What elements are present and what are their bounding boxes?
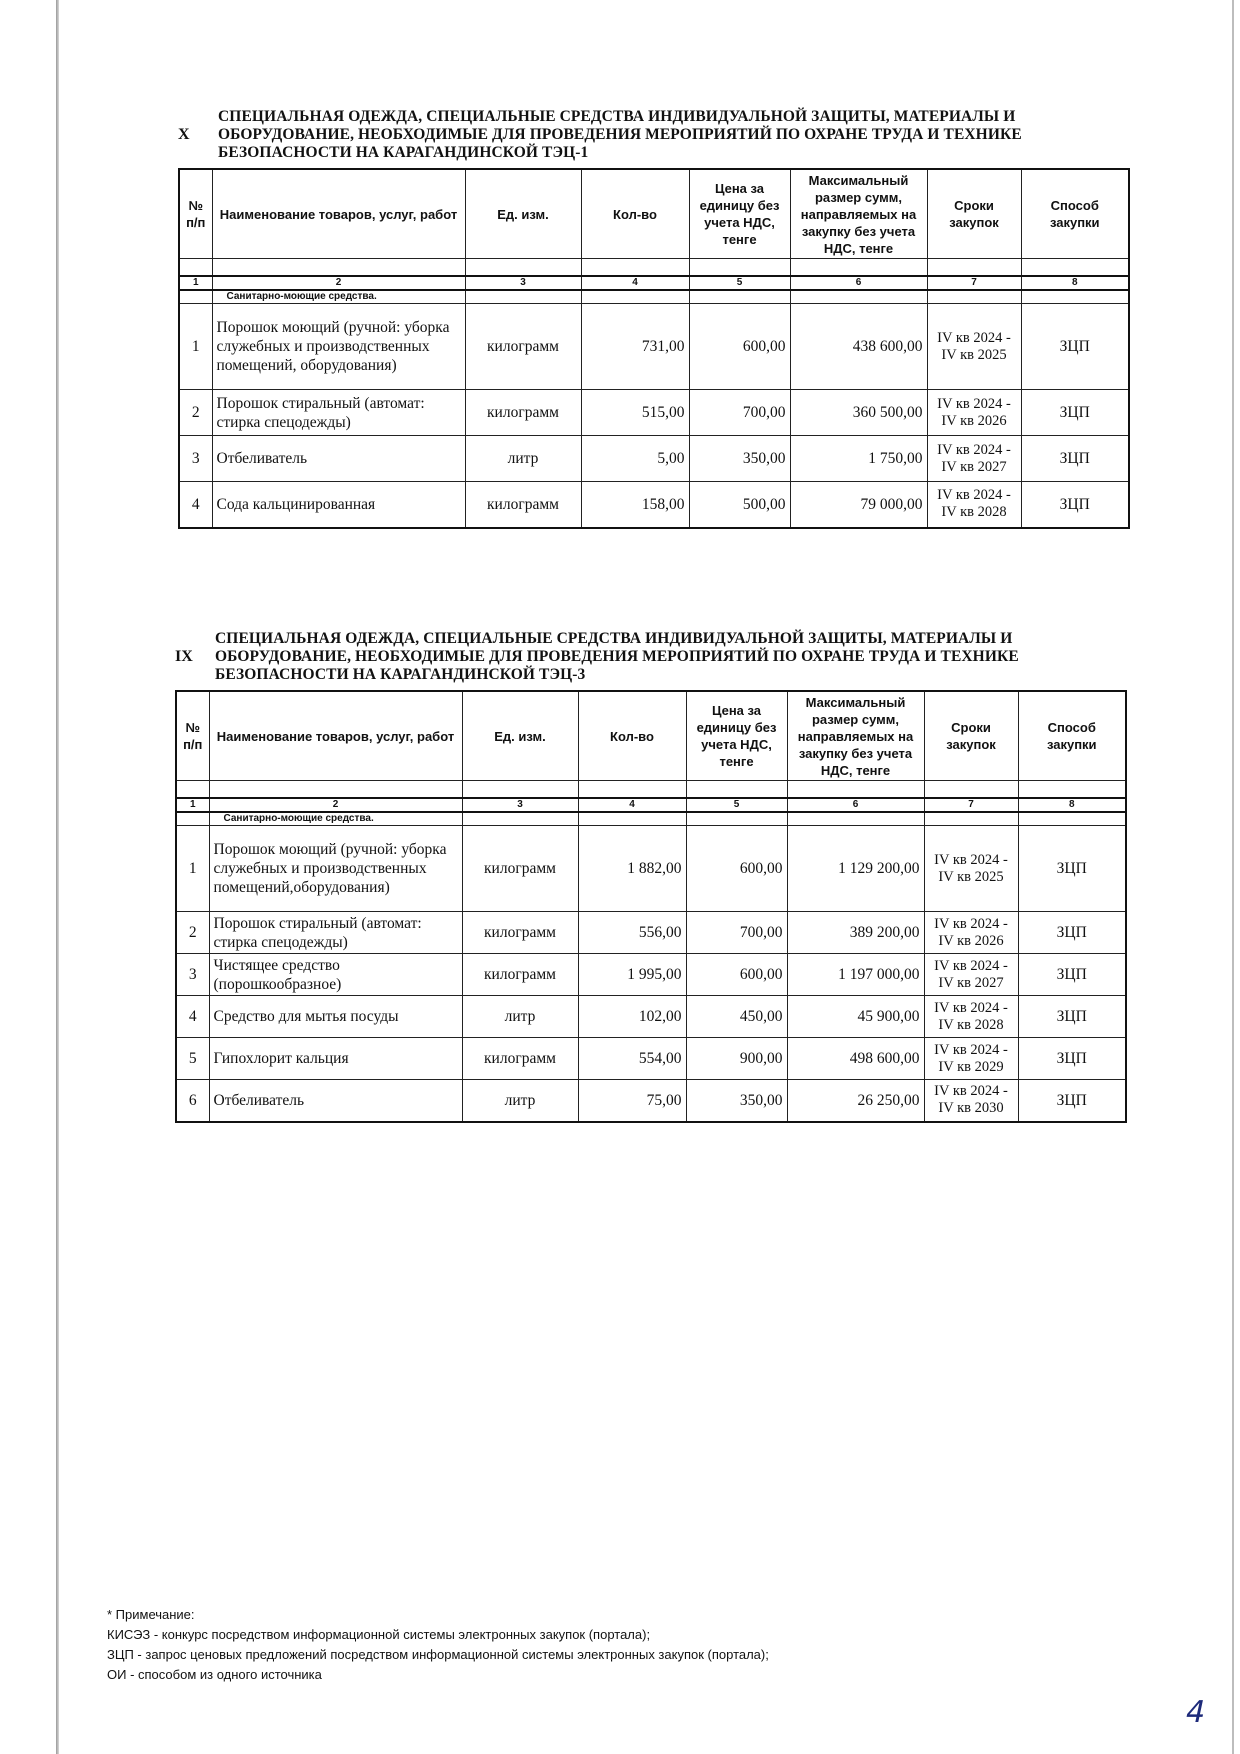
col-header-sum: Максимальный размер сумм, направляемых на закупку без учета НДС, тенге <box>787 691 924 781</box>
col-header-n: № п/п <box>176 691 209 781</box>
cell-qty: 5,00 <box>581 436 689 482</box>
cell-unit: килограмм <box>462 826 578 912</box>
footnote-line: ЗЦП - запрос ценовых предложений посредством информационной системы электронных закупок (портала); <box>107 1647 769 1662</box>
col-number: 3 <box>465 276 581 290</box>
section-number: IX <box>175 648 193 665</box>
cell-n: 1 <box>179 304 212 390</box>
cell-method: ЗЦП <box>1018 826 1126 912</box>
cell-sum: 498 600,00 <box>787 1038 924 1080</box>
cell-unit: килограмм <box>462 912 578 954</box>
section-title: СПЕЦИАЛЬНАЯ ОДЕЖДА, СПЕЦИАЛЬНЫЕ СРЕДСТВА ИНДИВИДУАЛЬНОЙ ЗАЩИТЫ, МАТЕРИАЛЫ И ОБОРУДОВАНИЕ, НЕОБХОДИМЫЕ ДЛЯ ПРОВЕДЕНИЯ МЕРОПРИЯТИЙ ПО ОХРАНЕ ТРУДА И ТЕХНИКЕ БЕЗОПАСНОСТИ НА КАРАГАНДИНСКОЙ ТЭЦ-3 <box>215 630 1019 683</box>
group-row <box>179 290 1129 304</box>
cell-qty: 102,00 <box>578 996 686 1038</box>
cell-term: IV кв 2024 - IV кв 2028 <box>927 482 1021 528</box>
cell-method: ЗЦП <box>1021 390 1129 436</box>
header-row <box>179 169 1129 259</box>
col-header-price: Цена за единицу без учета НДС, тенге <box>689 169 790 259</box>
col-header-term: Сроки закупок <box>924 691 1018 781</box>
table-row <box>179 304 1129 390</box>
col-number: 7 <box>924 798 1018 812</box>
column-number-row <box>176 798 1126 812</box>
table-row <box>179 390 1129 436</box>
cell-qty: 554,00 <box>578 1038 686 1080</box>
cell-n: 5 <box>176 1038 209 1080</box>
cell-term: IV кв 2024 - IV кв 2028 <box>924 996 1018 1038</box>
col-number: 6 <box>787 798 924 812</box>
col-number: 7 <box>927 276 1021 290</box>
cell-term: IV кв 2024 - IV кв 2030 <box>924 1080 1018 1122</box>
cell-term: IV кв 2024 - IV кв 2025 <box>927 304 1021 390</box>
cell-term: IV кв 2024 - IV кв 2026 <box>924 912 1018 954</box>
cell-method: ЗЦП <box>1021 436 1129 482</box>
cell-method: ЗЦП <box>1018 954 1126 996</box>
handwritten-page-number: 4 <box>1182 1695 1209 1730</box>
header-spacer-row <box>179 259 1129 277</box>
cell-sum: 26 250,00 <box>787 1080 924 1122</box>
cell-price: 600,00 <box>686 954 787 996</box>
footnote <box>107 1605 769 1685</box>
cell-price: 500,00 <box>689 482 790 528</box>
cell-n: 1 <box>176 826 209 912</box>
cell-name: Средство для мытья посуды <box>209 996 462 1038</box>
cell-n: 3 <box>176 954 209 996</box>
cell-unit: литр <box>465 436 581 482</box>
scan-edge-left <box>56 0 59 1754</box>
col-header-n: № п/п <box>179 169 212 259</box>
section-title: СПЕЦИАЛЬНАЯ ОДЕЖДА, СПЕЦИАЛЬНЫЕ СРЕДСТВА ИНДИВИДУАЛЬНОЙ ЗАЩИТЫ, МАТЕРИАЛЫ И ОБОРУДОВАНИЕ, НЕОБХОДИМЫЕ ДЛЯ ПРОВЕДЕНИЯ МЕРОПРИЯТИЙ ПО ОХРАНЕ ТРУДА И ТЕХНИКЕ БЕЗОПАСНОСТИ НА КАРАГАНДИНСКОЙ ТЭЦ-1 <box>218 108 1022 161</box>
header-row <box>176 691 1126 781</box>
cell-qty: 1 882,00 <box>578 826 686 912</box>
col-header-method: Способ закупки <box>1018 691 1126 781</box>
col-number: 2 <box>212 276 465 290</box>
cell-unit: килограмм <box>465 304 581 390</box>
section-number: X <box>178 126 190 143</box>
cell-qty: 1 995,00 <box>578 954 686 996</box>
cell-unit: килограмм <box>462 954 578 996</box>
col-number: 1 <box>176 798 209 812</box>
cell-name: Порошок стиральный (автомат: стирка спецодежды) <box>212 390 465 436</box>
cell-n: 4 <box>176 996 209 1038</box>
table-row <box>176 996 1126 1038</box>
column-number-row <box>179 276 1129 290</box>
cell-sum: 1 129 200,00 <box>787 826 924 912</box>
col-header-qty: Кол-во <box>581 169 689 259</box>
section-tec3 <box>175 630 1125 1123</box>
cell-method: ЗЦП <box>1018 912 1126 954</box>
col-header-qty: Кол-во <box>578 691 686 781</box>
procurement-table <box>178 168 1130 529</box>
cell-unit: литр <box>462 996 578 1038</box>
footnote-line: КИСЭЗ - конкурс посредством информационной системы электронных закупок (портала); <box>107 1627 651 1642</box>
cell-sum: 79 000,00 <box>790 482 927 528</box>
group-title: Санитарно-моющие средства. <box>212 290 465 304</box>
section-tec1 <box>178 108 1128 529</box>
cell-term: IV кв 2024 - IV кв 2027 <box>927 436 1021 482</box>
cell-price: 350,00 <box>689 436 790 482</box>
cell-price: 350,00 <box>686 1080 787 1122</box>
cell-name: Отбеливатель <box>212 436 465 482</box>
cell-qty: 731,00 <box>581 304 689 390</box>
cell-price: 700,00 <box>689 390 790 436</box>
col-header-unit: Ед. изм. <box>462 691 578 781</box>
group-row <box>176 812 1126 826</box>
col-number: 8 <box>1021 276 1129 290</box>
col-number: 8 <box>1018 798 1126 812</box>
col-header-method: Способ закупки <box>1021 169 1129 259</box>
cell-n: 2 <box>176 912 209 954</box>
col-header-price: Цена за единицу без учета НДС, тенге <box>686 691 787 781</box>
cell-qty: 158,00 <box>581 482 689 528</box>
cell-qty: 515,00 <box>581 390 689 436</box>
col-number: 6 <box>790 276 927 290</box>
cell-method: ЗЦП <box>1018 1080 1126 1122</box>
cell-term: IV кв 2024 - IV кв 2027 <box>924 954 1018 996</box>
table-row <box>176 826 1126 912</box>
cell-name: Отбеливатель <box>209 1080 462 1122</box>
cell-sum: 1 197 000,00 <box>787 954 924 996</box>
table-row <box>176 1038 1126 1080</box>
col-header-unit: Ед. изм. <box>465 169 581 259</box>
table-row <box>176 912 1126 954</box>
cell-price: 700,00 <box>686 912 787 954</box>
cell-name: Порошок стиральный (автомат: стирка спецодежды) <box>209 912 462 954</box>
table-row <box>176 954 1126 996</box>
col-number: 3 <box>462 798 578 812</box>
cell-price: 600,00 <box>686 826 787 912</box>
cell-method: ЗЦП <box>1018 996 1126 1038</box>
cell-unit: килограмм <box>465 482 581 528</box>
col-header-name: Наименование товаров, услуг, работ <box>212 169 465 259</box>
group-title: Санитарно-моющие средства. <box>209 812 462 826</box>
col-header-term: Сроки закупок <box>927 169 1021 259</box>
cell-term: IV кв 2024 - IV кв 2025 <box>924 826 1018 912</box>
cell-sum: 1 750,00 <box>790 436 927 482</box>
cell-sum: 45 900,00 <box>787 996 924 1038</box>
col-number: 4 <box>578 798 686 812</box>
cell-unit: килограмм <box>462 1038 578 1080</box>
cell-sum: 438 600,00 <box>790 304 927 390</box>
cell-unit: килограмм <box>465 390 581 436</box>
header-spacer-row <box>176 781 1126 799</box>
col-number: 5 <box>686 798 787 812</box>
cell-name: Порошок моющий (ручной: уборка служебных и производственных помещений,оборудования) <box>209 826 462 912</box>
cell-method: ЗЦП <box>1021 482 1129 528</box>
footnote-title: * Примечание: <box>107 1607 195 1622</box>
footnote-line: ОИ - способом из одного источника <box>107 1667 322 1682</box>
cell-name: Чистящее средство (порошкообразное) <box>209 954 462 996</box>
section-heading <box>178 108 1128 162</box>
cell-name: Гипохлорит кальция <box>209 1038 462 1080</box>
cell-name: Порошок моющий (ручной: уборка служебных и производственных помещений, оборудования) <box>212 304 465 390</box>
cell-n: 4 <box>179 482 212 528</box>
cell-qty: 556,00 <box>578 912 686 954</box>
col-header-name: Наименование товаров, услуг, работ <box>209 691 462 781</box>
cell-term: IV кв 2024 - IV кв 2026 <box>927 390 1021 436</box>
cell-unit: литр <box>462 1080 578 1122</box>
scan-edge-right <box>1232 0 1234 1754</box>
table-row <box>179 436 1129 482</box>
cell-n: 2 <box>179 390 212 436</box>
col-number: 2 <box>209 798 462 812</box>
cell-sum: 389 200,00 <box>787 912 924 954</box>
col-header-sum: Максимальный размер сумм, направляемых на закупку без учета НДС, тенге <box>790 169 927 259</box>
cell-term: IV кв 2024 - IV кв 2029 <box>924 1038 1018 1080</box>
col-number: 5 <box>689 276 790 290</box>
cell-name: Сода кальцинированная <box>212 482 465 528</box>
cell-method: ЗЦП <box>1021 304 1129 390</box>
cell-qty: 75,00 <box>578 1080 686 1122</box>
cell-n: 3 <box>179 436 212 482</box>
col-number: 1 <box>179 276 212 290</box>
cell-price: 900,00 <box>686 1038 787 1080</box>
cell-method: ЗЦП <box>1018 1038 1126 1080</box>
cell-sum: 360 500,00 <box>790 390 927 436</box>
cell-n: 6 <box>176 1080 209 1122</box>
procurement-table <box>175 690 1127 1123</box>
table-row <box>176 1080 1126 1122</box>
cell-price: 450,00 <box>686 996 787 1038</box>
section-heading <box>175 630 1125 684</box>
cell-price: 600,00 <box>689 304 790 390</box>
table-row <box>179 482 1129 528</box>
col-number: 4 <box>581 276 689 290</box>
